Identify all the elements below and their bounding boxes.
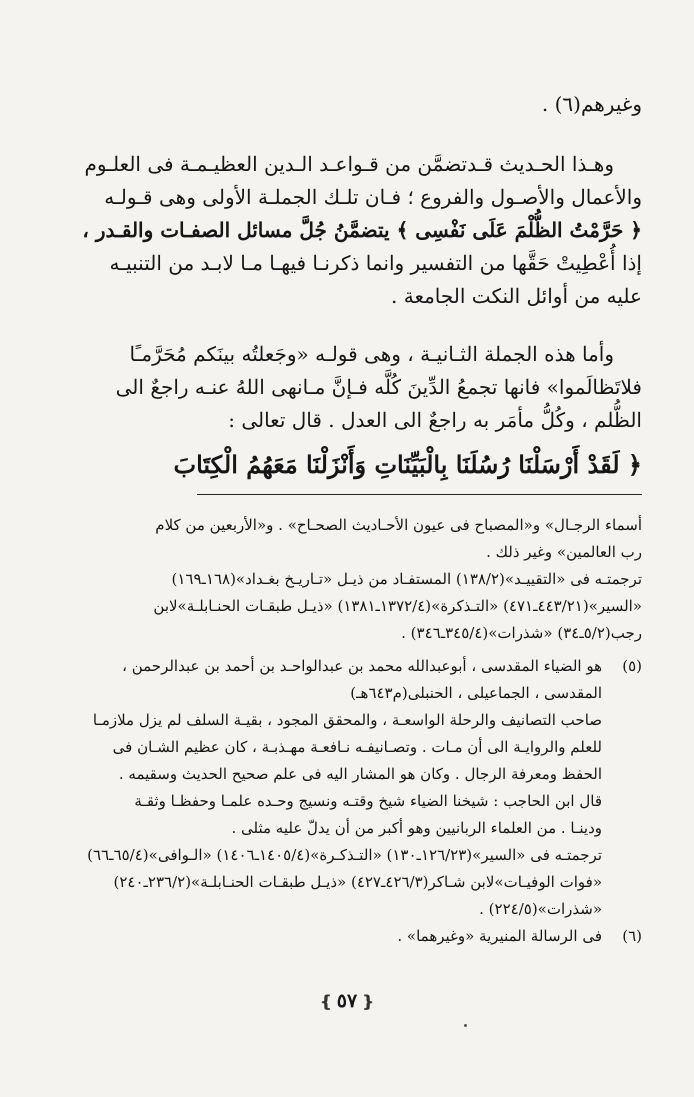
footnote-5-line: ترجمتـه فى «السير»(١٢٦/٢٣ـ١٣٠) «التـذكـرة»(١٤٠٥/٤ـ١٤٠٦) «الـوافى»(٦٥/٤ـ٦٦) <box>87 846 602 864</box>
paragraph-second-sentence <box>56 338 642 437</box>
ornament-left-icon: ❵ <box>319 992 333 1011</box>
footnote-5-line: المقدسى ، الجماعيلى ، الحنبلى(م٦٤٣هـ) <box>350 684 602 702</box>
para2-line-1: وأما هذه الجملة الثـانيـة ، وهى قولـه «وجَعلتُه بينَكم مُحَرَّمـًا <box>129 342 614 366</box>
para1-line-4: إذا أُعْطِيتْ حَقَّها من التفسير وانما ذكرنـا فيهـا مـا لابـد من التنبيـه <box>109 251 642 275</box>
quran-verse-text: ﴿ لَقَدْ أَرْسَلْنَا رُسُلَنَا بِالْبَيِّنَاتِ وَأَنْزَلْنَا مَعَهُمُ الْكِتَابَ <box>173 450 642 479</box>
footnotes <box>56 512 642 950</box>
footnote-cont-line: رب العالمين» وغير ذلك . <box>486 543 642 561</box>
footnote-5-number: (٥) <box>622 657 642 675</box>
footnote-5 <box>56 653 642 923</box>
footnote-divider <box>197 494 642 495</box>
quran-verse <box>56 447 642 483</box>
footnote-cont-line: «السير»(٤٤٣/٢١ـ٤٧١) «التـذكرة»(١٣٧٢/٤ـ١٣٨١) «ذيـل طبقـات الحنـابلـة»لابن <box>153 597 642 615</box>
footnote-6-number: (٦) <box>622 927 642 945</box>
continuation-text: وغيرهم(٦) . <box>541 92 642 116</box>
footnote-5-line: هو الضياء المقدسى ، أبوعبدالله محمد بن عبدالواحـد بن أحمد بن عبدالرحمن ، <box>122 657 602 675</box>
ornament-right-icon: ❴ <box>361 992 375 1011</box>
continuation-line <box>56 88 642 121</box>
footnote-continuation <box>56 512 642 647</box>
paragraph-hadith-rules <box>56 148 642 313</box>
footnote-5-line: قال ابن الحاجب : شيخنا الضياء شيخ وقتـه ونسيج وحـده علمـا وحفظـا وثقـة <box>134 792 602 810</box>
para1-line-3: ﴿ حَرَّمْتُ الظُّلْمَ عَلَى نَفْسِى ﴾ يتضمَّنُ جُلَّ مسائل الصفـات والقـدر ، <box>82 218 642 242</box>
footnote-cont-line: رجب(٥/٢ـ٣٤) «شذرات»(٣٤٥/٤ـ٣٤٦) . <box>401 624 642 642</box>
para1-line-5: عليه من أوائل النكت الجامعة . <box>391 284 642 308</box>
footnote-6 <box>56 923 642 950</box>
footnote-cont-line: أسماء الرجـال» و«المصباح فى عيون الأحـاديث الصحـاح» . و«الأربعين من كلام <box>155 516 642 534</box>
footnote-5-line: للعلم والروايـة الى أن مـات . وتصـانيفـه نـافعـة مهـذبـة ، كان عظيم الشـان فى <box>112 738 602 756</box>
footnote-5-line: «شذرات»(٢٢٤/٥) . <box>479 900 602 918</box>
para2-line-3: الظُّلم ، وكُلُّ مأمَر به راجعٌ الى العدل . قال تعالى : <box>228 408 642 432</box>
footnote-5-line: الحفظ ومعرفة الرجال . وكان هو المشار اليه فى علم صحيح الحديث وسقيمه . <box>118 765 602 783</box>
para2-line-2: فلاتَظالَموا» فانها تجمعُ الدِّينَ كُلَّه فـإنَّ مـانهى اللهُ عنـه راجعٌ الى <box>115 375 642 399</box>
para1-line-1: وهـذا الحـديث قـدتضمَّن من قـواعـد الـدين العظيـمـة فى العلـوم <box>84 152 614 176</box>
footnote-6-text: فى الرسالة المنيرية «وغيرهما» . <box>397 927 602 945</box>
footnote-5-line: «فوات الوفيـات»لابن شـاكر(٤٢٦/٣ـ٤٢٧) «ذيـل طبقـات الحنـابلـة»(٢٣٦/٢ـ٢٤٠) <box>113 873 602 891</box>
footnote-5-line: صاحب التصانيف والرحلة الواسعـة ، والمحقق المجود ، بقيـة السلف لم يزل ملازمـا <box>92 711 602 729</box>
page-number: ٥٧ <box>336 990 358 1012</box>
footnote-5-line: ودينـا . من العلماء الربانيين وهو أكبر من أن يدلّ عليه مثلى . <box>231 819 602 837</box>
footnote-cont-line: ترجمتـه فى «التقييـد»(١٣٨/٢) المستفـاد من ذيـل «تـاريـخ بغـداد»(١٦٨ـ١٦٩) <box>171 570 642 588</box>
para1-line-2: والأعمال والأصـول والفروع ؛ فـان تلـك الجملـة الأولى وهى قـولـه <box>104 185 642 209</box>
ink-speck <box>464 1024 467 1027</box>
page-number-block <box>0 990 694 1012</box>
